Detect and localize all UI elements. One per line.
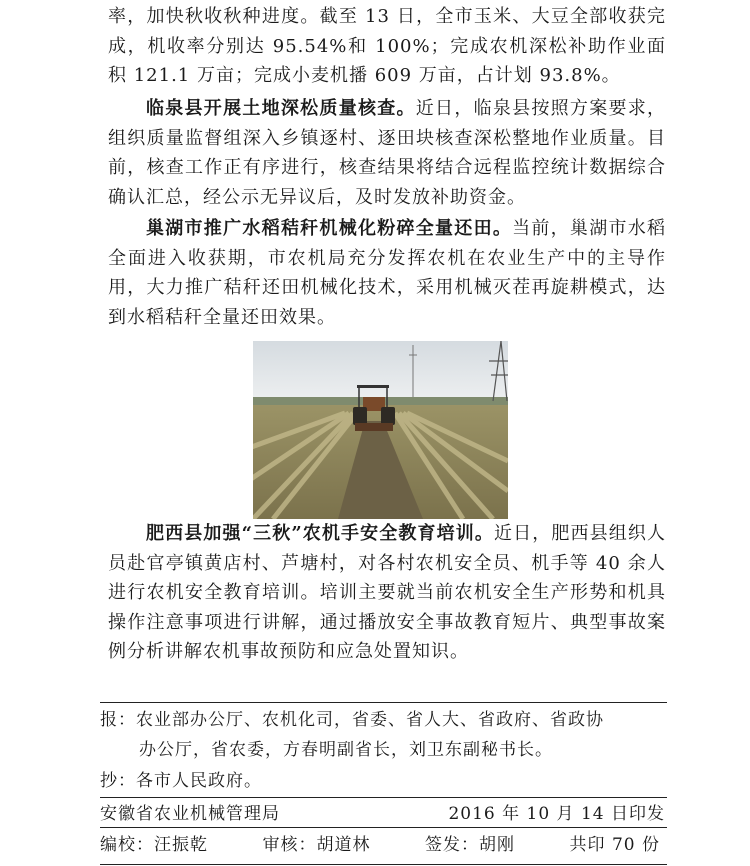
reviewer: 审核：胡道林 [262, 835, 371, 855]
divider [100, 864, 667, 865]
divider [100, 702, 667, 703]
paragraph-heading: 肥西县加强“三秋”农机手安全教育培训。 [146, 523, 495, 544]
paragraph-text: 率，加快秋收秋种进度。截至 13 日，全市玉米、大豆全部收获完成，机收率分别达 95.54%和 100%；完成农机深松补助作业面积 121.1 万亩；完成小麦机播 609 万亩，占计划 93.8%。 [108, 6, 666, 86]
paragraph-linquan [108, 94, 666, 212]
paragraph-text: 近日，临泉县按照方案要求，组织质量监督组深入乡镇逐村、逐田块核查深松整地作业质量。目前，核查工作正有序进行，核查结果将结合远程监控统计数据综合确认汇总，经公示无异议后，及时发放补助资金。 [108, 98, 667, 208]
distribution-report-line-cont: 办公厅，省农委，方春明副省长，刘卫东副秘书长。 [139, 740, 553, 760]
paragraph-text: 当前，巢湖市水稻全面进入收获期，市农机局充分发挥农机在农业生产中的主导作用，大力推广秸秆还田机械化技术，采用机械灭茬再旋耕模式，达到水稻秸秆全量还田效果。 [108, 218, 667, 328]
print-copies: 共印 70 份 [569, 835, 660, 855]
distribution-report-line: 报：农业部办公厅、农机化司，省委、省人大、省政府、省政协 [100, 710, 604, 730]
tractor-field-photo [253, 341, 508, 519]
divider [100, 827, 667, 828]
paragraph-chaohu [108, 214, 666, 332]
issue-date: 2016 年 10 月 14 日印发 [448, 804, 665, 824]
distribution-copy-line: 抄：各市人民政府。 [100, 771, 262, 791]
sky [253, 341, 508, 403]
issuing-info [100, 800, 667, 828]
issuing-organization: 安徽省农业机械管理局 [100, 804, 280, 824]
issuer: 签发：胡刚 [425, 835, 516, 855]
editor: 编校：汪振乾 [100, 835, 208, 855]
paragraph-city-progress [108, 2, 666, 91]
paragraph-heading: 临泉县开展土地深松质量核查。 [146, 98, 416, 119]
paragraph-feixi [108, 519, 666, 667]
paragraph-heading: 巢湖市推广水稻秸秆机械化粉碎全量还田。 [146, 218, 513, 239]
paragraph-text: 近日，肥西县组织人员赴官亭镇黄店村、芦塘村，对各村农机安全员、机手等 40 余人进行农机安全教育培训。培训主要就当前农机安全生产形势和机具操作注意事项进行讲解，通过播放安全事故教育短片、典型事故案例分析讲解农机事故预防和应急处置知识。 [108, 523, 666, 662]
signoff-row [100, 831, 660, 859]
divider [100, 797, 667, 798]
